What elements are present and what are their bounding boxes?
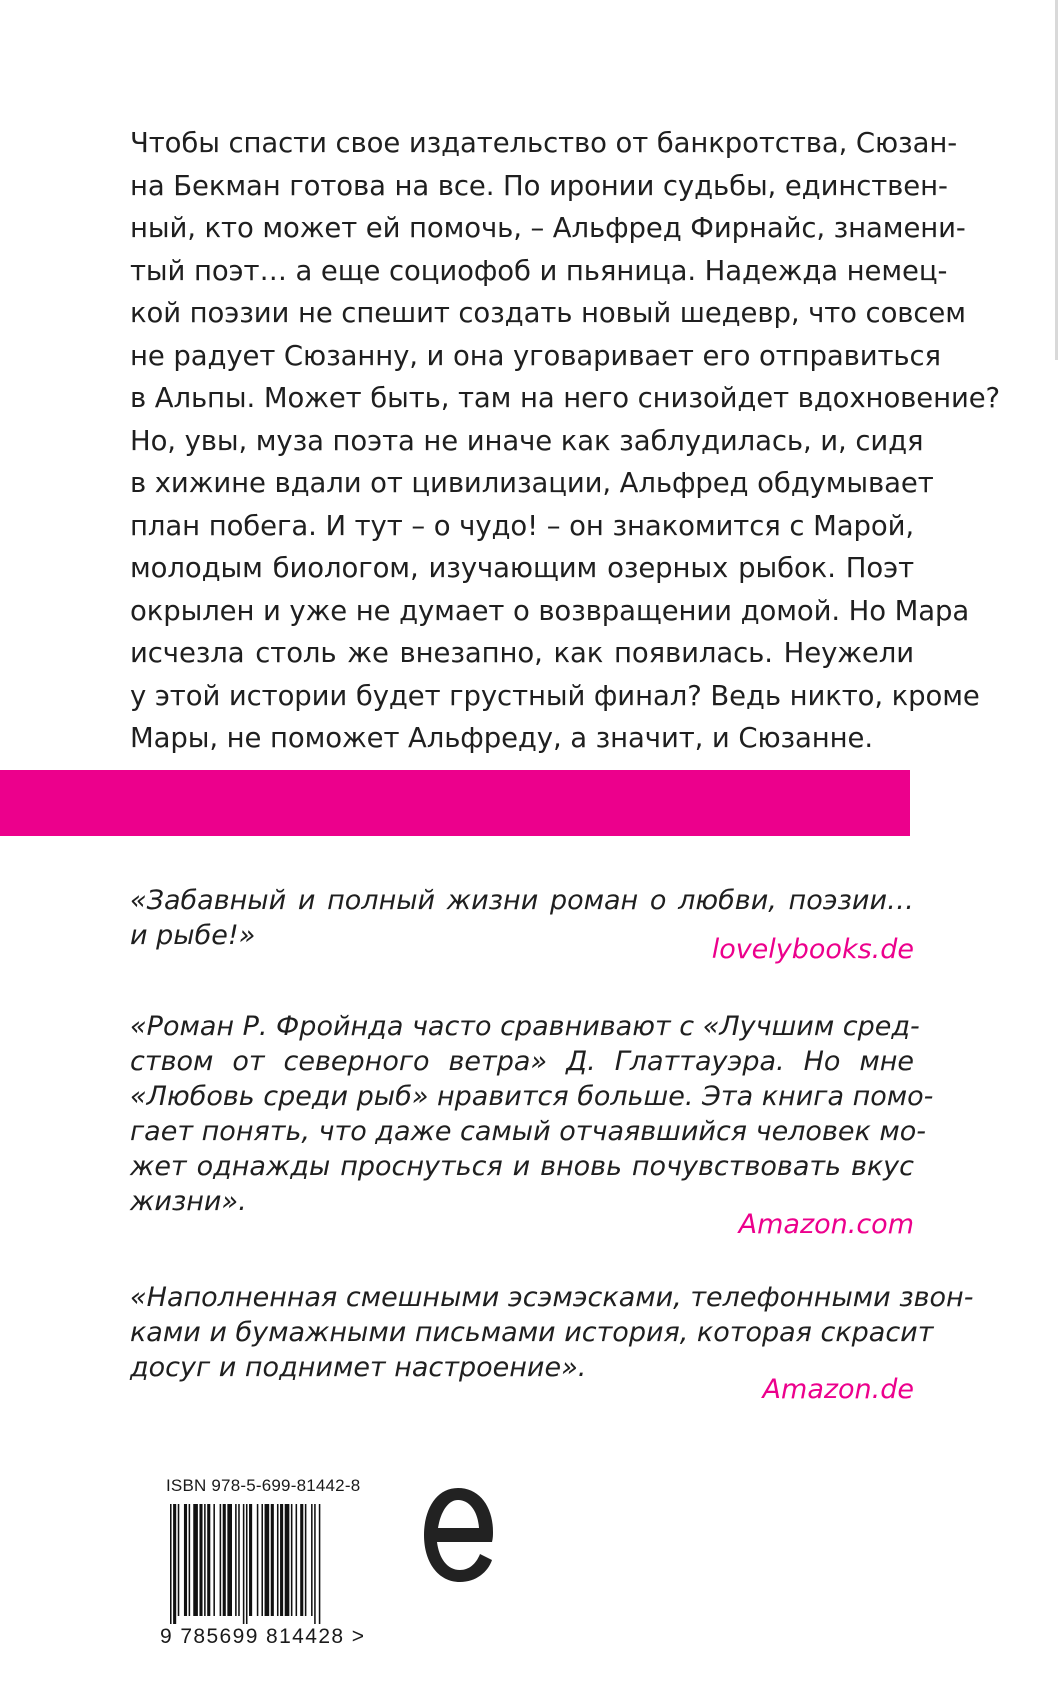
barcode-bar [271,1504,274,1616]
barcode-bar [207,1504,210,1616]
barcode-bar [193,1504,198,1616]
barcode-bar [285,1504,290,1616]
blurb-line: не радует Сюзанну, и она уговаривает его отправиться [130,339,941,372]
blurb-line: у этой истории будет грустный финал? Ведь никто, кроме [130,679,980,712]
barcode-bar [184,1504,187,1616]
barcode-bars [166,1504,386,1624]
review-quote-amazon-de [130,1280,974,1385]
review-quote-amazon-com [130,1009,934,1219]
isbn-label: ISBN 978-5-699-81442-8 [166,1476,361,1495]
barcode-bar [257,1504,259,1616]
blurb-line: ный, кто может ей помочь, – Альфред Фирнайс, знамени- [130,212,966,244]
pink-divider-bar [0,770,910,836]
blurb-line: в хижине вдали от цивилизации, Альфред обдумывает [130,467,934,499]
review-line: «Роман Р. Фройнда часто сравнивают с «Лучшим сред- [130,1011,920,1042]
blurb-line: на Бекман готова на все. По иронии судьбы, единствен- [130,169,948,202]
barcode-bar [280,1504,283,1616]
barcode-bar [199,1504,202,1616]
barcode-digits: 9 785699 814428 > [160,1625,366,1648]
barcode-bar [173,1504,176,1624]
isbn-barcode [160,1476,402,1648]
barcode-bar [261,1504,263,1616]
blurb-line: Но, увы, муза поэта не иначе как заблудилась, и, сидя [130,424,924,457]
blurb-line: Чтобы спасти свое издательство от банкротства, Сюзан- [130,127,958,159]
review-line: гает понять, что даже самый отчаявшийся человек мо- [130,1116,926,1147]
review-source-amazon-de: Amazon.de [762,1374,914,1405]
barcode-bar [300,1504,303,1616]
review-source-amazon-com: Amazon.com [738,1209,914,1240]
barcode-bar [305,1504,307,1616]
blurb-line: Мары, не поможет Альфреду, а значит, и Сюзанне. [130,722,873,754]
blurb-line: в Альпы. Может быть, там на него снизойдет вдохновение? [130,382,1001,414]
barcode-bar [296,1504,298,1616]
barcode-bar [220,1504,222,1616]
barcode-bar [213,1504,215,1616]
barcode-bar [204,1504,206,1616]
review-line: досуг и поднимет настроение». [130,1352,587,1383]
barcode-bar [227,1504,232,1616]
barcode-bar [238,1504,240,1616]
barcode-bar [243,1504,245,1624]
blurb-line: кой поэзии не спешит создать новый шедевр, что совсем [130,297,966,329]
blurb-line: исчезла столь же внезапно, как появилась. Неужели [130,637,914,669]
review-line: и рыбе!» [130,920,256,951]
barcode-bar [235,1504,237,1616]
barcode-bar [277,1504,279,1616]
blurb-line: молодым биологом, изучающим озерных рыбок. Поэт [130,552,914,584]
review-line: ками и бумажными письмами история, которая скрасит [130,1317,934,1348]
review-line: «Забавный и полный жизни роман о любви, поэзии… [130,885,914,916]
barcode-bar [223,1504,226,1616]
barcode-bar [246,1504,248,1624]
review-line: жет однажды проснуться и вновь почувствовать вкус [130,1151,914,1182]
review-line: жизни». [130,1186,247,1217]
barcode-bar [189,1504,191,1616]
barcode-bar [249,1504,252,1616]
barcode-bar [170,1504,172,1624]
review-line: «Наполненная смешными эсэмэсками, телефонными звон- [130,1282,974,1313]
barcode-bar [319,1504,321,1624]
barcode-bar [178,1504,180,1616]
barcode-bar [311,1504,313,1616]
review-source-lovelybooks: lovelybooks.de [711,934,914,965]
barcode-bar [291,1504,293,1616]
blurb-line: тый поэт… а еще социофоб и пьяница. Надежда немец- [130,254,948,287]
review-line: «Любовь среди рыб» нравится больше. Эта книга помо- [130,1081,934,1112]
barcode-bar [314,1504,316,1624]
blurb-line: план побега. И тут – о чудо! – он знакомится с Марой, [130,509,914,542]
blurb-line: окрылен и уже не думает о возвращении домой. Но Мара [130,594,970,627]
eksmo-e-logo-icon [418,1480,498,1594]
barcode-bar [265,1504,270,1616]
review-line: ством от северного ветра» Д. Глаттауэра. Но мне [130,1046,914,1077]
blurb-text [130,122,1001,760]
